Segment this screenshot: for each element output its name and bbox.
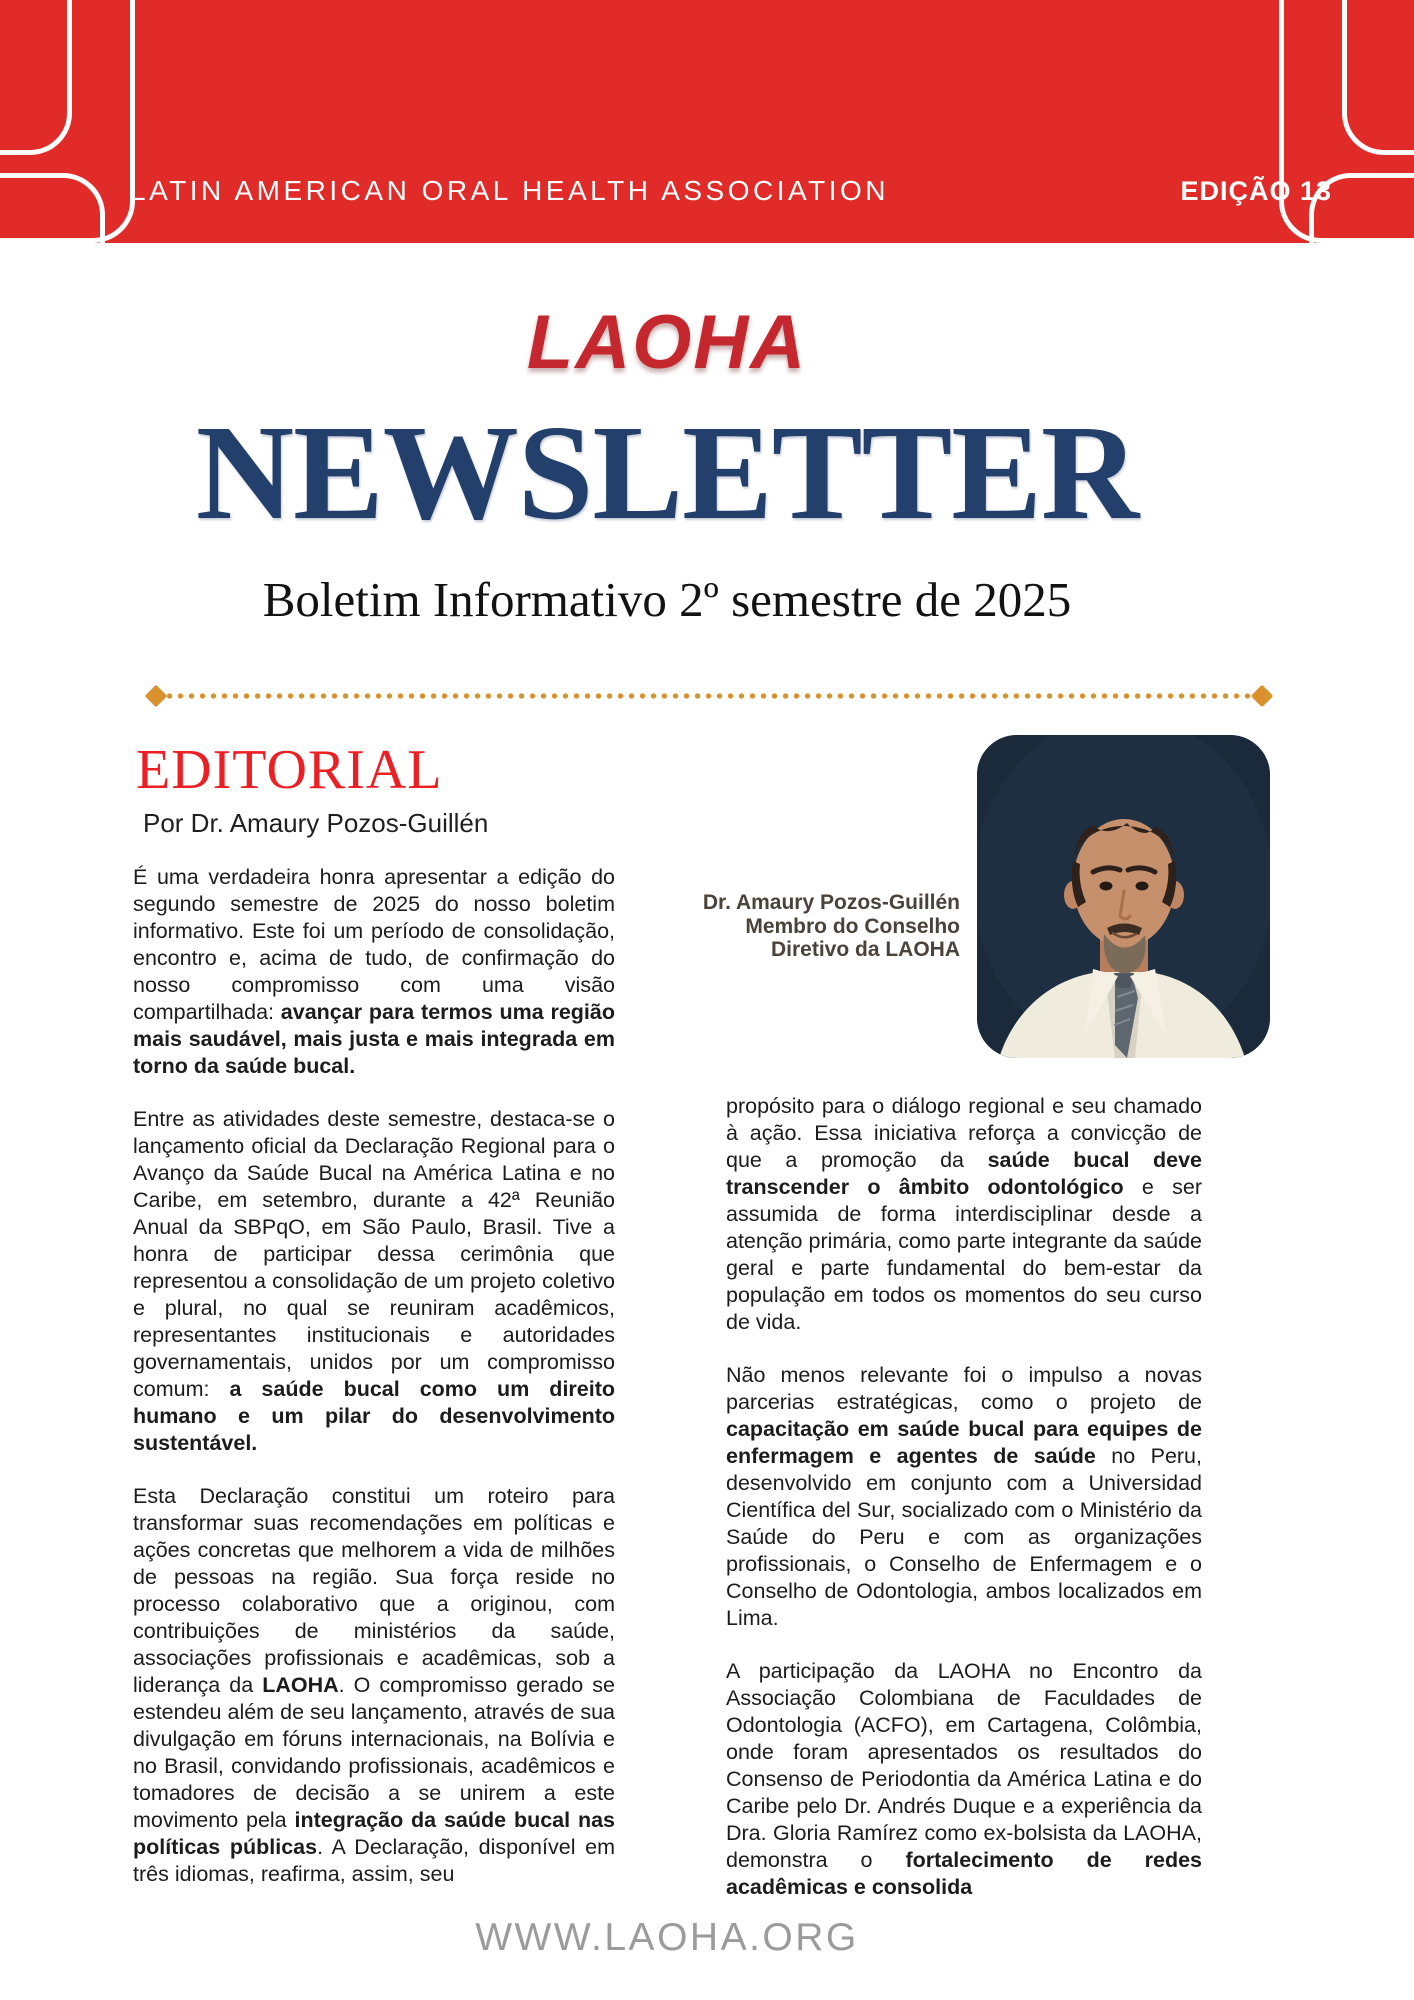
laoha-logo: LAOHA	[526, 300, 808, 385]
footer-website: WWW.LAOHA.ORG	[475, 1916, 859, 1959]
dotted-rule	[164, 693, 1254, 699]
photo-caption-line: Membro do Conselho	[745, 914, 960, 938]
paragraph: É uma verdadeira honra apresentar a edição do segundo semestre de 2025 do nosso boletim informativo. Este foi um período de consolidação, encontro e, acima de tudo, de confirmação do nosso compromisso com uma visão compartilhada: avançar para termos uma região mais saudável, mais justa e mais integrada em torno da saúde bucal.	[133, 865, 615, 1078]
portrait-photo	[977, 735, 1270, 1058]
photo-caption-line: Diretivo da LAOHA	[770, 938, 960, 961]
newsletter-subtitle: Boletim Informativo 2º semestre de 2025	[262, 572, 1072, 627]
portrait-illustration	[977, 735, 1270, 1058]
diamond-ornament-icon	[1251, 685, 1274, 708]
editorial-left-column	[133, 864, 615, 1914]
association-name: LATIN AMERICAN ORAL HEALTH ASSOCIATION	[130, 175, 889, 206]
editorial-byline: Por Dr. Amaury Pozos-Guillén	[143, 808, 489, 838]
editorial-heading: EDITORIAL	[136, 739, 443, 801]
paragraph: Entre as atividades deste semestre, destaca-se o lançamento oficial da Declaração Regional para o Avanço da Saúde Bucal na América Latina e no Caribe, em setembro, durante a 42ª Reunião Anual da SBPqO, em São Paulo, Brasil. Tive a honra de participar dessa cerimônia que representou a consolidação de um projeto coletivo e plural, no qual se reuniram acadêmicos, representantes institucionais e autoridades governamentais, unidos por um compromisso comum: a saúde bucal como um direito humano e um pilar do desenvolvimento sustentável.	[133, 1107, 616, 1455]
photo-caption	[690, 891, 960, 962]
paragraph: Esta Declaração constitui um roteiro para transformar suas recomendações em políticas e ações concretas que melhorem a vida de milhões de pessoas na região. Sua força reside no processo colaborativo que a originou, com contribuições de ministérios da saúde, associações profissionais e acadêmicas, sob a liderança da LAOHA. O compromisso gerado se estendeu além de seu lançamento, através de sua divulgação em fóruns internacionais, na Bolívia e no Brasil, convidando profissionais, acadêmicos e tomadores de decisão a se unirem a este movimento pela integração da saúde bucal nas políticas públicas. A Declaração, disponível em três idiomas, reafirma, assim, seu	[133, 1484, 615, 1886]
diamond-ornament-icon	[145, 685, 168, 708]
corner-ornament-left	[0, 173, 105, 243]
paragraph: A participação da LAOHA no Encontro da Associação Colombiana de Faculdades de Odontologia (ACFO), em Cartagena, Colômbia, onde foram apresentados os resultados do Consenso de Periodontia da América Latina e do Caribe pelo Dr. Andrés Duque e a experiência da Dra. Gloria Ramírez como ex-bolsista da LAOHA, demonstra o fortalecimento de redes acadêmicas e consolida	[726, 1659, 1202, 1899]
newsletter-title: NEWSLETTER	[195, 398, 1139, 548]
editorial-right-column	[726, 1093, 1202, 1927]
paragraph: Não menos relevante foi o impulso a novas parcerias estratégicas, como o projeto de capacitação em saúde bucal para equipes de enfermagem e agentes de saúde no Peru, desenvolvido em conjunto com a Universidad Científica del Sur, socializado com o Ministério da Saúde do Peru e com as organizações profissionais, o Conselho de Enfermagem e o Conselho de Odontologia, ambos localizados em Lima.	[726, 1363, 1202, 1630]
header-band	[0, 0, 1414, 243]
paragraph: propósito para o diálogo regional e seu chamado à ação. Essa iniciativa reforça a convicção de que a promoção da saúde bucal deve transcender o âmbito odontológico e ser assumida de forma interdisciplinar desde a atenção primária, como parte integrante da saúde geral e parte fundamental do bem-estar da população em todos os momentos do seu curso de vida.	[726, 1094, 1202, 1334]
masthead	[0, 243, 1334, 703]
ornament-divider	[148, 687, 1270, 705]
photo-caption-line: Dr. Amaury Pozos-Guillén	[702, 891, 960, 914]
edition-badge: EDIÇÃO 13	[1180, 176, 1332, 206]
